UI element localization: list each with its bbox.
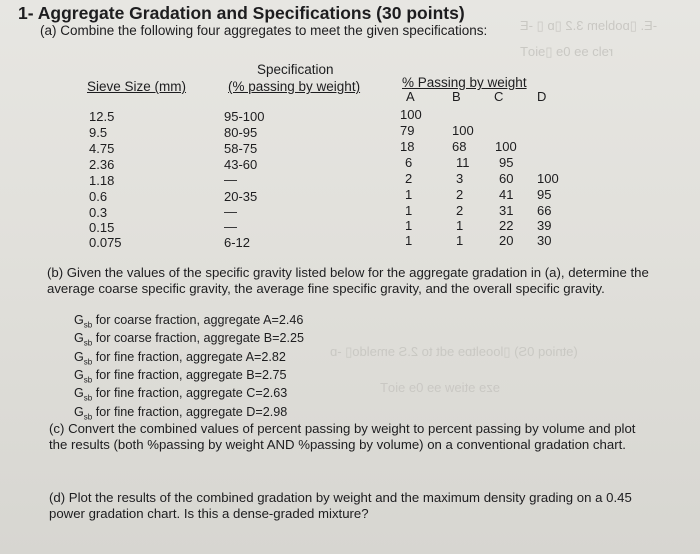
gsb-item-text: for coarse fraction, aggregate A=2.46 <box>95 313 304 327</box>
part-c-label: (c) <box>49 421 65 436</box>
gsb-symbol: G <box>74 404 84 419</box>
table-cell-spec: — <box>224 204 237 219</box>
part-a-label: (a) <box>40 23 57 38</box>
table-cell-spec: — <box>224 172 237 187</box>
table-cell-a: 18 <box>400 139 415 154</box>
table-cell-b: 11 <box>456 155 470 170</box>
table-cell-b: 2 <box>456 203 464 218</box>
gsb-item <box>74 351 474 369</box>
bleed-through-decoration: rɘlɔ ɘɘ 0ɘ ▯ɘioT <box>520 44 614 59</box>
table-cell-sieve: 2.36 <box>89 157 115 172</box>
sieve-size-header: Sieve Size (mm) <box>87 79 187 94</box>
spec-header-line2: (% passing by weight) <box>228 79 361 94</box>
part-b-prompt <box>47 265 667 296</box>
part-b-text: Given the values of the specific gravity listed below for the aggregate gradation in (a), determine the average coarse specific gravity, the average fine specific gravity, and the overall specific gravity. <box>47 265 649 296</box>
spec-header-line1: Specification <box>257 62 334 77</box>
table-cell-b: 100 <box>452 123 474 138</box>
table-cell-spec: 20-35 <box>224 189 258 204</box>
table-cell-d: 66 <box>537 203 552 218</box>
table-cell-d: 39 <box>537 218 552 233</box>
part-d-label: (d) <box>49 490 66 505</box>
part-b-label: (b) <box>47 265 64 280</box>
table-cell-b: 68 <box>452 139 467 154</box>
table-cell-c: 31 <box>499 203 514 218</box>
table-cell-c: 100 <box>495 139 517 154</box>
part-c-text: Convert the combined values of percent passing by weight to percent passing by volume and plot the results (both %passing by weight AND %passing by volume) on a conventional gradation chart. <box>49 421 636 452</box>
table-cell-b: 1 <box>456 218 464 233</box>
table-cell-a: 79 <box>400 123 415 138</box>
table-cell-a: 2 <box>405 171 413 186</box>
table-cell-sieve: 0.075 <box>89 235 122 250</box>
table-cell-a: 6 <box>405 155 413 170</box>
agg-header-a: A <box>406 89 415 104</box>
table-cell-spec: 95-100 <box>224 109 265 124</box>
problem-title: 1- Aggregate Gradation and Specifications (30 points) <box>18 3 465 23</box>
table-cell-spec: — <box>224 219 237 234</box>
table-cell-d: 95 <box>537 187 552 202</box>
table-cell-c: 60 <box>499 171 514 186</box>
table-cell-a: 1 <box>405 187 413 202</box>
table-cell-a: 1 <box>405 233 413 248</box>
gsb-item <box>74 387 474 405</box>
gsb-subscript: sb <box>83 338 93 348</box>
table-cell-c: 22 <box>499 218 514 233</box>
table-cell-spec: 80-95 <box>224 125 258 140</box>
table-cell-a: 100 <box>400 107 422 122</box>
table-cell-sieve: 1.18 <box>89 173 115 188</box>
gsb-item <box>74 332 474 350</box>
gsb-item-text: for fine fraction, aggregate C=2.63 <box>95 386 288 401</box>
bleed-through-decoration: (ɘtnioq 0S) ▯looɘltɒɘ ɘdt to 2.S ɘmɘldo▯ -ɒ <box>330 344 578 359</box>
gsb-list <box>74 314 474 424</box>
table-cell-sieve: 0.15 <box>89 220 115 235</box>
gsb-symbol: G <box>74 367 84 382</box>
gsb-subscript: sb <box>83 320 93 330</box>
gsb-symbol: G <box>74 313 84 327</box>
table-cell-b: 2 <box>456 187 464 202</box>
gsb-symbol: G <box>74 331 84 346</box>
table-cell-d: 30 <box>537 233 552 248</box>
table-cell-d: 100 <box>537 171 559 186</box>
agg-header-c: C <box>494 89 504 104</box>
bleed-through-decoration: -E. ▯ɒoblɘm 3.2 ▯ɒ ▯ -E <box>520 18 658 33</box>
gsb-item-text: for fine fraction, aggregate B=2.75 <box>95 367 287 382</box>
gsb-subscript: sb <box>83 357 93 367</box>
table-cell-c: 95 <box>499 155 514 170</box>
part-a-text: Combine the following four aggregates to meet the given specifications: <box>60 23 488 38</box>
part-c-prompt <box>49 421 649 452</box>
table-cell-sieve: 4.75 <box>89 141 115 156</box>
table-cell-spec: 6-12 <box>224 235 251 250</box>
gsb-subscript: sb <box>83 393 93 403</box>
table-cell-c: 41 <box>499 187 514 202</box>
table-cell-sieve: 0.6 <box>89 189 108 204</box>
gsb-symbol: G <box>74 349 84 364</box>
gsb-subscript: sb <box>83 375 93 385</box>
part-d-text: Plot the results of the combined gradation by weight and the maximum density grading on a 0.45 power gradation chart. Is this a dense-graded mixture? <box>49 490 632 521</box>
gsb-item-text: for fine fraction, aggregate D=2.98 <box>95 404 288 419</box>
table-cell-spec: 43-60 <box>224 157 258 172</box>
passing-by-weight-header: % Passing by weight <box>402 75 527 90</box>
table-cell-a: 1 <box>405 203 413 218</box>
table-cell-sieve: 9.5 <box>89 125 108 140</box>
table-cell-b: 1 <box>456 233 464 248</box>
gsb-item <box>74 369 474 387</box>
gsb-symbol: G <box>74 386 84 401</box>
agg-header-d: D <box>537 89 547 104</box>
table-cell-c: 20 <box>499 233 514 248</box>
table-cell-spec: 58-75 <box>224 141 258 156</box>
table-cell-b: 3 <box>456 171 464 186</box>
table-cell-sieve: 12.5 <box>89 109 115 124</box>
gsb-item <box>74 314 474 332</box>
table-cell-sieve: 0.3 <box>89 205 108 220</box>
gsb-item-text: for coarse fraction, aggregate B=2.25 <box>95 331 305 346</box>
part-d-prompt <box>49 490 669 521</box>
bleed-through-decoration: ɘzɘ ɘtiɘw ɘɘ 0ɘ ɘioT <box>380 380 500 395</box>
gsb-item-text: for fine fraction, aggregate A=2.82 <box>95 349 286 364</box>
part-a-prompt <box>40 23 487 38</box>
table-cell-a: 1 <box>405 218 413 233</box>
gsb-subscript: sb <box>83 412 93 422</box>
agg-header-b: B <box>452 89 461 104</box>
